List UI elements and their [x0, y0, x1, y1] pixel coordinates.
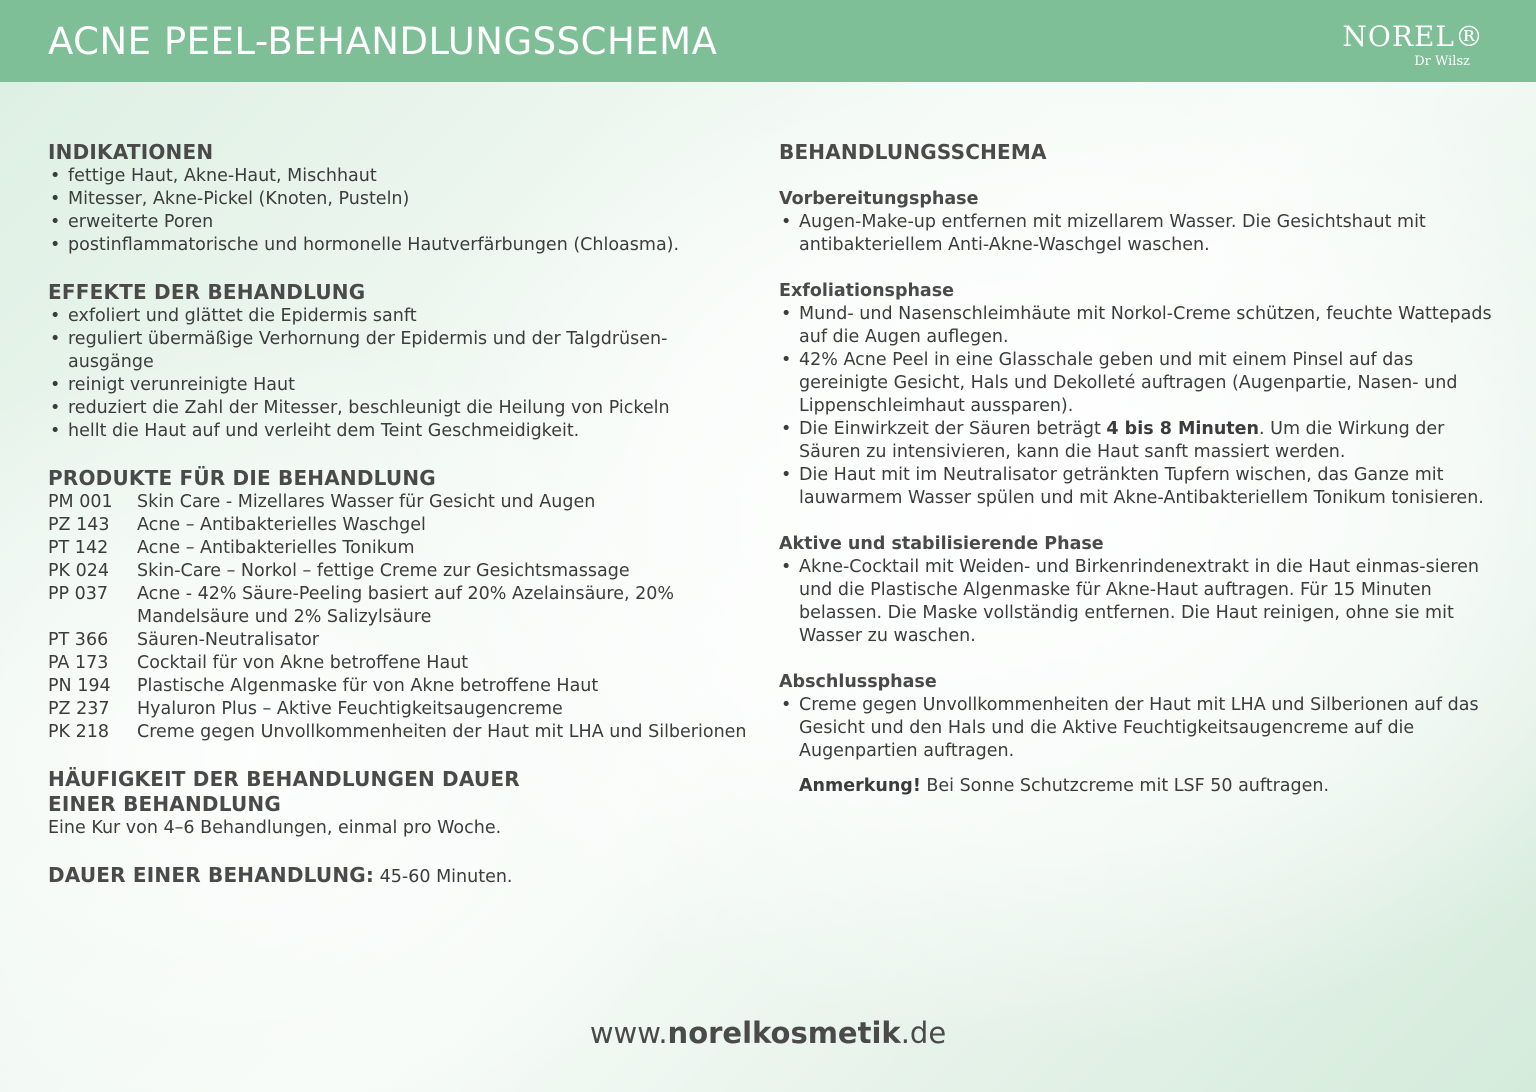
list-item: • Akne-Cocktail mit Weiden- und Birkenrindenextrakt in die Haut einmas-sieren und die Plastische Algenmaske für Akne-Haut auftragen. Für 15 Minuten belassen. Die Maske vollständig entfernen. Die Haut reinigen, ohne sie mit Wasser zu waschen. — [779, 556, 1499, 648]
list-item: • Die Haut mit im Neutralisator getränkten Tupfern wischen, das Ganze mit lauwarmem Wasser spülen und mit Akne-Antibakteriellem Tonikum tonisieren. — [779, 464, 1499, 510]
list-item: • 42% Acne Peel in eine Glasschale geben und mit einem Pinsel auf das gereinigte Gesicht, Hals und Dekolleté auftragen (Augenpartie, Nasen- und Lippenschleimhaut aussparen). — [779, 349, 1499, 418]
product-row — [48, 629, 748, 652]
list-item: • reinigt verunreinigte Haut — [48, 374, 748, 397]
product-name: Creme gegen Unvollkommenheiten der Haut mit LHA und Silberionen — [137, 722, 747, 742]
active-phase-heading: Aktive und stabilisierende Phase — [779, 534, 1104, 554]
product-code: PP 037 — [48, 584, 109, 604]
product-row — [48, 698, 748, 721]
schema-heading: BEHANDLUNGSSCHEMA — [779, 140, 1047, 164]
exposure-time: 4 bis 8 Minuten — [1106, 419, 1260, 439]
product-name: Hyaluron Plus – Aktive Feuchtigkeitsaugencreme — [137, 699, 563, 719]
duration-label: DAUER EINER BEHANDLUNG: — [48, 863, 375, 887]
list-item: • exfoliert und glättet die Epidermis sanft — [48, 305, 748, 328]
frequency-text: Eine Kur von 4–6 Behandlungen, einmal pro Woche. — [48, 818, 502, 838]
product-name: Cocktail für von Akne betroffene Haut — [137, 653, 469, 673]
right-column — [779, 140, 1499, 798]
product-code: PA 173 — [48, 653, 109, 673]
note-label: Anmerkung! — [799, 776, 921, 796]
list-item — [779, 418, 1499, 464]
list-item: • hellt die Haut auf und verleiht dem Teint Geschmeidigkeit. — [48, 420, 748, 443]
product-name: Acne - 42% Säure-Peeling basiert auf 20% Azelainsäure, 20% Mandelsäure und 2% Salizylsäure — [137, 584, 674, 627]
product-code: PK 024 — [48, 561, 109, 581]
url-prefix: www. — [589, 1016, 668, 1050]
list-item: • reguliert übermäßige Verhornung der Epidermis und der Talgdrüsen-ausgänge — [48, 328, 748, 374]
list-item: • erweiterte Poren — [48, 211, 748, 234]
product-code: PM 001 — [48, 492, 113, 512]
product-row — [48, 491, 748, 514]
product-name: Acne – Antibakterielles Tonikum — [137, 538, 415, 558]
list-item: • postinflammatorische und hormonelle Hautverfärbungen (Chloasma). — [48, 234, 748, 257]
final-phase-list — [779, 694, 1499, 763]
duration-line — [48, 863, 748, 889]
product-code: PT 142 — [48, 538, 109, 558]
exfoliation-phase-list — [779, 303, 1499, 510]
product-row — [48, 721, 748, 744]
brand-logo — [1342, 20, 1484, 72]
logo-wordmark: NOREL® — [1342, 20, 1484, 53]
product-code: PK 218 — [48, 722, 109, 742]
exposure-text-start: Die Einwirkzeit der Säuren beträgt — [799, 419, 1107, 439]
header-bar — [0, 0, 1536, 82]
note — [779, 775, 1499, 798]
products-heading: PRODUKTE FÜR DIE BEHANDLUNG — [48, 466, 436, 490]
list-item: • Mitesser, Akne-Pickel (Knoten, Pusteln) — [48, 188, 748, 211]
prep-phase-heading: Vorbereitungsphase — [779, 189, 979, 209]
frequency-heading-line-1: HÄUFIGKEIT DER BEHANDLUNGEN DAUER — [48, 767, 520, 791]
url-domain: norelkosmetik — [667, 1016, 901, 1050]
page-title: ACNE PEEL-BEHANDLUNGSSCHEMA — [48, 20, 718, 63]
product-name: Skin-Care – Norkol – fettige Creme zur Gesichtsmassage — [137, 561, 630, 581]
effects-list — [48, 305, 748, 443]
final-phase-heading: Abschlussphase — [779, 672, 937, 692]
exposure-text-end: . Um die Wirkung der Säuren zu intensivieren, kann die Haut sanft massiert werden. — [799, 419, 1445, 462]
list-item: • fettige Haut, Akne-Haut, Mischhaut — [48, 165, 748, 188]
product-row — [48, 514, 748, 537]
product-name: Acne – Antibakterielles Waschgel — [137, 515, 426, 535]
note-text: Bei Sonne Schutzcreme mit LSF 50 auftragen. — [920, 776, 1330, 796]
duration-value: 45-60 Minuten. — [374, 867, 513, 887]
frequency-heading-line-2: EINER BEHANDLUNG — [48, 792, 281, 816]
website-url — [0, 1016, 1536, 1050]
product-code: PT 366 — [48, 630, 109, 650]
product-name: Plastische Algenmaske für von Akne betroffene Haut — [137, 676, 599, 696]
list-item: • Mund- und Nasenschleimhäute mit Norkol-Creme schützen, feuchte Wattepads auf die Augen auflegen. — [779, 303, 1499, 349]
active-phase-list — [779, 556, 1499, 648]
product-row — [48, 560, 748, 583]
product-row — [48, 675, 748, 698]
list-item: • reduziert die Zahl der Mitesser, beschleunigt die Heilung von Pickeln — [48, 397, 748, 420]
product-row — [48, 537, 748, 560]
exfoliation-phase-heading: Exfoliationsphase — [779, 281, 955, 301]
indications-list — [48, 165, 748, 257]
product-code: PZ 237 — [48, 699, 110, 719]
product-row — [48, 652, 748, 675]
url-suffix: .de — [900, 1016, 947, 1050]
product-name: Säuren-Neutralisator — [137, 630, 319, 650]
left-column — [48, 140, 748, 889]
effects-heading: EFFEKTE DER BEHANDLUNG — [48, 280, 366, 304]
prep-phase-list — [779, 211, 1499, 257]
logo-subtitle: Dr Wilsz — [1414, 54, 1470, 69]
product-name: Skin Care - Mizellares Wasser für Gesicht und Augen — [137, 492, 596, 512]
products-list — [48, 491, 748, 744]
list-item: • Augen-Make-up entfernen mit mizellarem Wasser. Die Gesichtshaut mit antibakteriellem Anti-Akne-Waschgel waschen. — [779, 211, 1499, 257]
product-code: PZ 143 — [48, 515, 110, 535]
product-code: PN 194 — [48, 676, 111, 696]
product-row — [48, 583, 748, 629]
list-item: • Creme gegen Unvollkommenheiten der Haut mit LHA und Silberionen auf das Gesicht und den Hals und die Aktive Feuchtigkeitsaugencreme auf die Augenpartien auftragen. — [779, 694, 1499, 763]
indications-heading: INDIKATIONEN — [48, 140, 214, 164]
